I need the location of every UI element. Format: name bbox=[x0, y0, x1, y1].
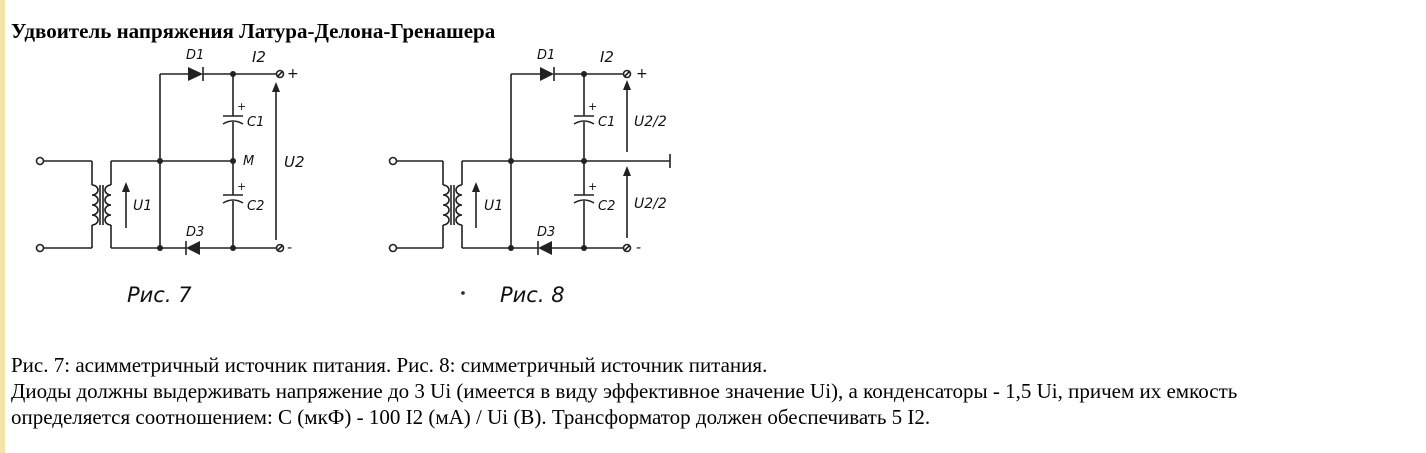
fig7-plus-label: + bbox=[287, 66, 299, 82]
fig7-d1-label: D1 bbox=[186, 48, 205, 63]
circuit-diagrams bbox=[0, 40, 720, 320]
fig8-i2-label: I2 bbox=[600, 48, 614, 66]
fig7-d3-label: D3 bbox=[186, 225, 205, 240]
description-line-3: определяется соотношением: C (мкФ) - 100 I2 (мА) / Ui (В). Трансформатор должен обеспечивать 5 I2. bbox=[11, 405, 931, 429]
fig8-minus-label: - bbox=[636, 240, 642, 256]
page-title: Удвоитель напряжения Латура-Делона-Гренашера bbox=[11, 19, 496, 43]
fig8-caption: Рис. 8 bbox=[500, 283, 565, 307]
fig7-caption: Рис. 7 bbox=[127, 283, 192, 307]
figure8-schematic bbox=[390, 67, 671, 294]
fig7-c1-plus: + bbox=[237, 100, 247, 113]
description-text bbox=[11, 352, 1421, 430]
fig7-m-label: M bbox=[243, 154, 255, 169]
circuit-figure bbox=[0, 40, 720, 320]
fig8-c2-plus: + bbox=[588, 180, 598, 193]
fig8-u2half-bottom-label: U2/2 bbox=[634, 196, 667, 212]
fig7-c2-plus: + bbox=[237, 180, 247, 193]
fig8-d1-label: D1 bbox=[537, 48, 556, 63]
fig7-i2-label: I2 bbox=[252, 48, 266, 66]
fig8-u2half-top-label: U2/2 bbox=[634, 114, 667, 130]
fig7-u1-label: U1 bbox=[133, 198, 153, 214]
fig8-u1-label: U1 bbox=[484, 198, 504, 214]
fig7-c2-label: C2 bbox=[247, 199, 265, 214]
fig8-d3-label: D3 bbox=[537, 225, 556, 240]
fig7-c1-label: C1 bbox=[247, 115, 265, 130]
fig8-c2-label: C2 bbox=[598, 199, 616, 214]
fig8-c1-label: C1 bbox=[598, 115, 616, 130]
fig7-u2-label: U2 bbox=[284, 153, 305, 171]
fig7-minus-label: - bbox=[287, 240, 293, 256]
description-line-1: Рис. 7: асимметричный источник питания. Рис. 8: симметричный источник питания. bbox=[11, 353, 768, 377]
fig8-c1-plus: + bbox=[588, 100, 598, 113]
description-line-2: Диоды должны выдерживать напряжение до 3 Ui (имеется в виду эффективное значение Ui), а конденсаторы - 1,5 Ui, причем их емкость bbox=[11, 379, 1238, 403]
fig8-plus-label: + bbox=[636, 66, 648, 82]
